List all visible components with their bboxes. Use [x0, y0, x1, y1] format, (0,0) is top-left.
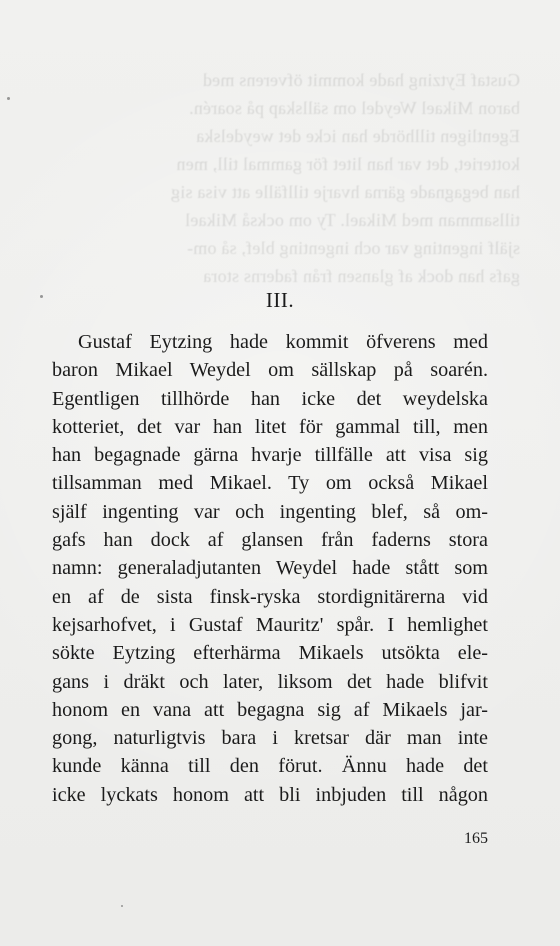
text-line: honom en vana att begagna sig af Mikaels jar- — [52, 698, 488, 721]
chapter-heading: III. — [265, 288, 295, 312]
text-line: gong, naturligtvis bara i kretsar där man inte — [52, 727, 488, 750]
text-line: kejsarhofvet, i Gustaf Mauritz' spår. I hemlighet — [52, 613, 488, 636]
ink-speck — [40, 295, 43, 298]
text-line: gans i dräkt och later, liksom det hade blifvit — [52, 670, 488, 693]
text-line: icke lyckats honom att bli inbjuden till någon — [52, 783, 488, 806]
text-line: tillsamman med Mikael. Ty om också Mikael — [52, 472, 488, 495]
bleed-line: baron Mikael Weydel om sällskap på soarén. — [188, 98, 520, 118]
ink-speck — [121, 905, 123, 907]
bleed-line: gafs han dock af glansen från faderns stora — [203, 266, 520, 286]
bleed-through-text — [50, 66, 520, 290]
text-line: kunde känna till den förut. Ännu hade det — [52, 755, 488, 778]
body-text — [52, 328, 488, 809]
text-line: han begagnade gärna hvarje tillfälle att visa sig — [52, 444, 488, 467]
text-line: Egentligen tillhörde han icke det weydelska — [52, 387, 488, 410]
text-line: gafs han dock af glansen från faderns stora — [52, 529, 488, 552]
text-line: en af de sista finsk-ryska stordignitärerna vid — [52, 585, 488, 608]
text-line: Gustaf Eytzing hade kommit öfverens med — [78, 331, 488, 353]
text-line: kotteriet, det var han litet för gammal till, men — [52, 415, 488, 438]
bleed-line: han begagnade gärna hvarje tillfälle att visa sig — [170, 182, 520, 202]
text-line: baron Mikael Weydel om sällskap på soarén. — [52, 359, 488, 382]
bleed-line: tillsamman med Mikael. Ty om också Mikael — [184, 210, 520, 230]
text-line: sökte Eytzing efterhärma Mikaels utsökta ele- — [52, 642, 488, 665]
text-line: namn: generaladjutanten Weydel hade stått som — [52, 557, 488, 580]
bleed-line: själf ingenting var och ingenting blef, så om- — [186, 238, 520, 258]
bleed-line: Egentligen tillhörde han icke det weydelska — [196, 126, 520, 146]
bleed-line: kotteriet, det var han litet för gammal till, men — [176, 154, 520, 174]
bleed-line: Gustaf Eytzing hade kommit öfverens med — [202, 70, 520, 90]
text-line: själf ingenting var och ingenting blef, så om- — [52, 500, 488, 523]
ink-speck — [7, 97, 10, 100]
page-number: 165 — [464, 830, 488, 847]
